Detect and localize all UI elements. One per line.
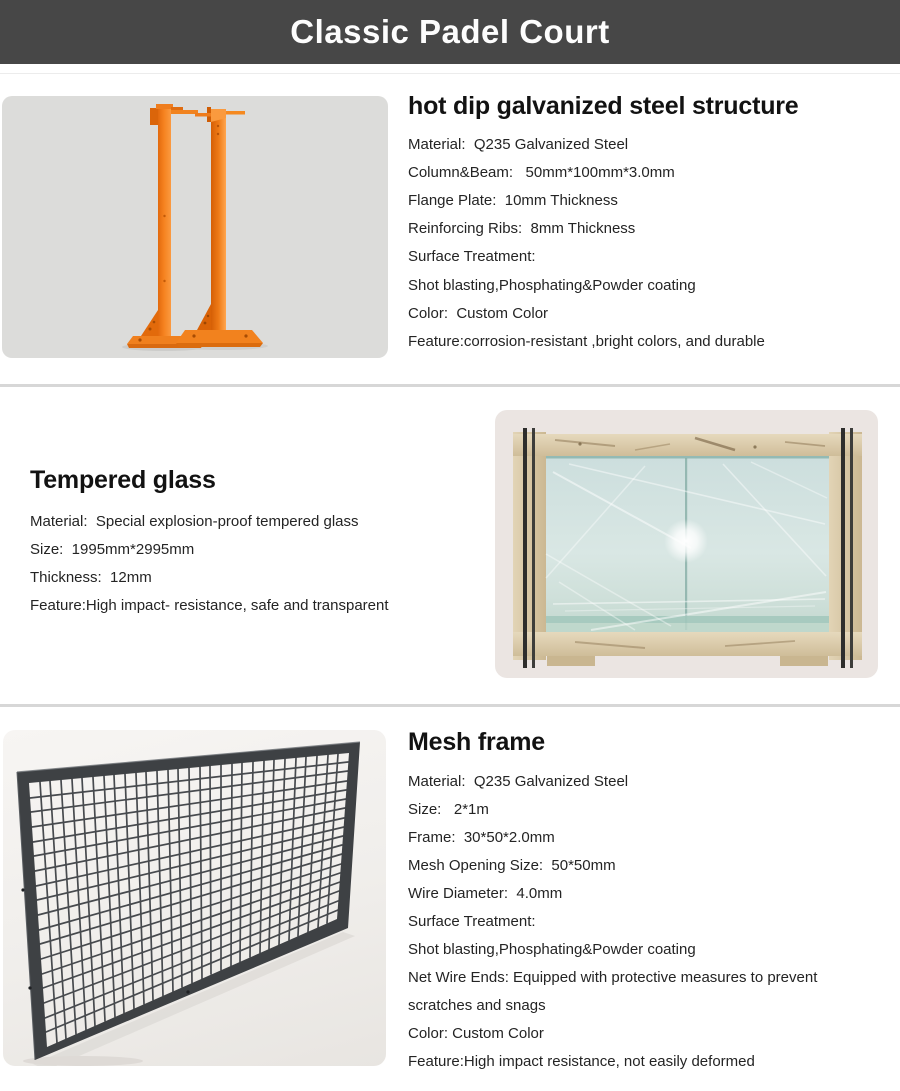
spec-line: Material: Special explosion-proof tempered glass xyxy=(30,512,359,530)
spec-line: Column&Beam: 50mm*100mm*3.0mm xyxy=(408,163,675,181)
section-title-mesh-frame: Mesh frame xyxy=(408,728,545,756)
section-divider xyxy=(0,704,900,707)
spec-list-mesh-frame xyxy=(408,767,894,1075)
spec-line: Surface Treatment: xyxy=(408,912,536,930)
section-title-steel-structure: hot dip galvanized steel structure xyxy=(408,92,799,120)
spec-line: Size: 2*1m xyxy=(408,800,489,818)
spec-line: Surface Treatment: xyxy=(408,248,536,266)
section-title-tempered-glass: Tempered glass xyxy=(30,466,216,494)
steel-columns-illustration xyxy=(2,96,388,358)
spec-list-tempered-glass xyxy=(30,507,480,620)
tempered-glass-photo xyxy=(495,410,878,678)
spec-line: Feature:High impact resistance, not easily deformed xyxy=(408,1052,755,1070)
spec-line: Net Wire Ends: Equipped with protective measures to prevent xyxy=(408,968,818,986)
spec-line: Shot blasting,Phosphating&Powder coating xyxy=(408,940,696,958)
spec-line: Reinforcing Ribs: 8mm Thickness xyxy=(408,220,636,238)
spec-line: Color: Custom Color xyxy=(408,304,549,322)
spec-list-steel-structure xyxy=(408,130,894,356)
spec-line: Frame: 30*50*2.0mm xyxy=(408,828,555,846)
spec-line: Flange Plate: 10mm Thickness xyxy=(408,191,618,209)
header-divider xyxy=(0,73,900,74)
spec-line: Mesh Opening Size: 50*50mm xyxy=(408,856,616,874)
spec-line: Feature:High impact- resistance, safe and transparent xyxy=(30,597,389,615)
spec-line: Thickness: 12mm xyxy=(30,568,152,586)
section-divider xyxy=(0,384,900,387)
spec-line: Material: Q235 Galvanized Steel xyxy=(408,772,629,790)
mesh-frame-photo xyxy=(3,730,386,1066)
spec-line: Shot blasting,Phosphating&Powder coating xyxy=(408,276,696,294)
spec-line: Feature:corrosion-resistant ,bright colors, and durable xyxy=(408,332,765,350)
steel-columns-photo xyxy=(2,96,388,358)
spec-line: scratches and snags xyxy=(408,996,546,1014)
page-header xyxy=(0,0,900,64)
spec-line: Size: 1995mm*2995mm xyxy=(30,540,195,558)
mesh-frame-illustration xyxy=(3,730,386,1066)
spec-line: Color: Custom Color xyxy=(408,1024,544,1042)
page-title: Classic Padel Court xyxy=(290,13,610,50)
glass-crate-illustration xyxy=(495,410,878,678)
spec-line: Wire Diameter: 4.0mm xyxy=(408,884,563,902)
spec-line: Material: Q235 Galvanized Steel xyxy=(408,135,629,153)
